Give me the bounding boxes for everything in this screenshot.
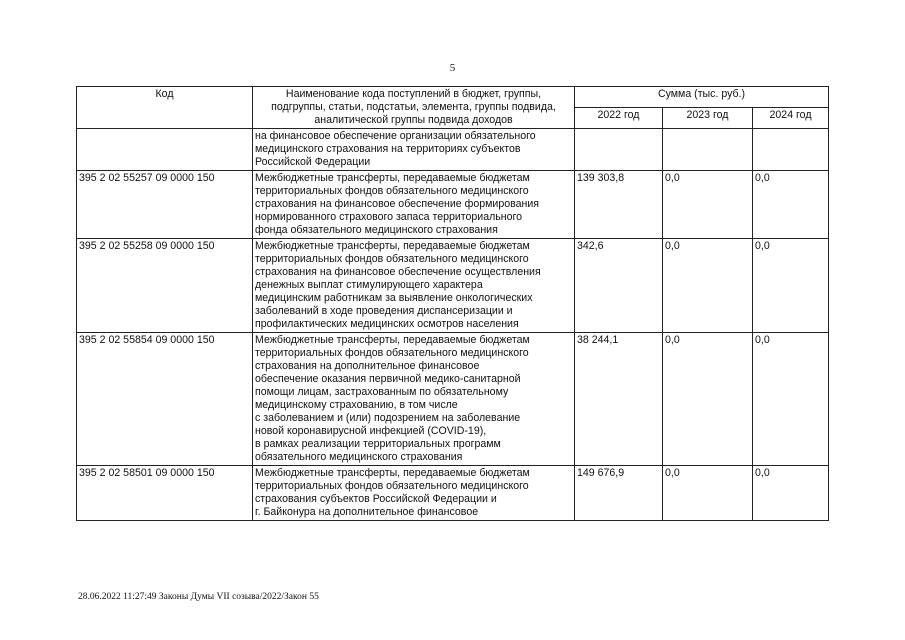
row-name-line: г. Байконура на дополнительное финансовое: [255, 506, 479, 518]
row-name-line: территориальных фондов обязательного медицинского: [255, 347, 529, 359]
row-code: [77, 129, 253, 171]
row-value-2024: 0,0: [753, 171, 829, 239]
row-name: [253, 333, 575, 466]
row-name-line: Межбюджетные трансферты, передаваемые бюджетам: [255, 334, 530, 346]
row-name-line: медицинского страхования на территориях субъектов: [255, 143, 521, 155]
header-code: Код: [77, 87, 253, 129]
header-year-2023: 2023 год: [663, 108, 753, 129]
row-name: [253, 129, 575, 171]
row-value-2023: 0,0: [663, 171, 753, 239]
row-name-line: на финансовое обеспечение организации обязательного: [255, 130, 536, 142]
header-year-2024: 2024 год: [753, 108, 829, 129]
row-name-line: обеспечение оказания первичной медико-санитарной: [255, 373, 521, 385]
row-name-line: Межбюджетные трансферты, передаваемые бюджетам: [255, 172, 530, 184]
row-value-2022: [575, 129, 663, 171]
table-row: [77, 466, 829, 521]
row-code: 395 2 02 58501 09 0000 150: [77, 466, 253, 521]
row-value-2023: 0,0: [663, 333, 753, 466]
table-body: [77, 129, 829, 521]
row-value-2024: 0,0: [753, 239, 829, 333]
row-name-line: новой коронавирусной инфекцией (COVID-19),: [255, 425, 487, 437]
document-footer: 28.06.2022 11:27:49 Законы Думы VII созыва/2022/Закон 55: [78, 592, 319, 602]
row-value-2022: 342,6: [575, 239, 663, 333]
row-value-2024: 0,0: [753, 466, 829, 521]
row-name-line: страхования на финансовое обеспечение осуществления: [255, 266, 541, 278]
row-name-line: территориальных фондов обязательного медицинского: [255, 185, 529, 197]
table-row: [77, 239, 829, 333]
row-code: 395 2 02 55257 09 0000 150: [77, 171, 253, 239]
row-name-line: страхования на финансовое обеспечение формирования: [255, 198, 540, 210]
row-value-2024: 0,0: [753, 333, 829, 466]
row-name-line: заболеваний в ходе проведения диспансеризации и: [255, 305, 513, 317]
page-number: 5: [449, 62, 456, 74]
row-name-line: территориальных фондов обязательного медицинского: [255, 253, 529, 265]
row-name-line: Межбюджетные трансферты, передаваемые бюджетам: [255, 240, 530, 252]
row-name-line: в рамках реализации территориальных программ: [255, 438, 501, 450]
row-name-line: нормированного страхового запаса территориального: [255, 211, 523, 223]
row-name-line: фонда обязательного медицинского страхования: [255, 224, 498, 236]
row-name-line: медицинскому страхованию, в том числе: [255, 399, 458, 411]
header-name-line: подгруппы, статьи, подстатьи, элемента, группы подвида,: [271, 101, 556, 113]
row-name-line: медицинским работникам за выявление онкологических: [255, 292, 533, 304]
table-header: [77, 87, 829, 129]
row-name-line: профилактических медицинских осмотров населения: [255, 318, 519, 330]
row-name-line: Межбюджетные трансферты, передаваемые бюджетам: [255, 467, 530, 479]
header-year-2022: 2022 год: [575, 108, 663, 129]
row-name-line: страхования на дополнительное финансовое: [255, 360, 480, 372]
row-name-line: страхования субъектов Российской Федерации и: [255, 493, 497, 505]
row-name-line: обязательного медицинского страхования: [255, 451, 463, 463]
revenue-table: [76, 86, 829, 521]
header-name: [253, 87, 575, 129]
header-name-line: Наименование кода поступлений в бюджет, группы,: [285, 88, 542, 100]
row-name-line: территориальных фондов обязательного медицинского: [255, 480, 529, 492]
table-row: [77, 129, 829, 171]
row-name-line: с заболеванием и (или) подозрением на заболевание: [255, 412, 521, 424]
row-value-2024: [753, 129, 829, 171]
table-row: [77, 333, 829, 466]
row-value-2023: 0,0: [663, 239, 753, 333]
row-name: [253, 239, 575, 333]
row-value-2022: 38 244,1: [575, 333, 663, 466]
header-sum: Сумма (тыс. руб.): [575, 87, 829, 108]
row-value-2023: 0,0: [663, 466, 753, 521]
row-name-line: денежных выплат стимулирующего характера: [255, 279, 483, 291]
row-value-2022: 149 676,9: [575, 466, 663, 521]
row-code: 395 2 02 55854 09 0000 150: [77, 333, 253, 466]
table-row: [77, 171, 829, 239]
row-name: [253, 466, 575, 521]
row-name-line: Российской Федерации: [255, 156, 371, 168]
row-value-2022: 139 303,8: [575, 171, 663, 239]
row-value-2023: [663, 129, 753, 171]
header-name-line: аналитической группы подвида доходов: [314, 114, 513, 126]
row-name-line: помощи лицам, застрахованным по обязательному: [255, 386, 509, 398]
row-name: [253, 171, 575, 239]
row-code: 395 2 02 55258 09 0000 150: [77, 239, 253, 333]
